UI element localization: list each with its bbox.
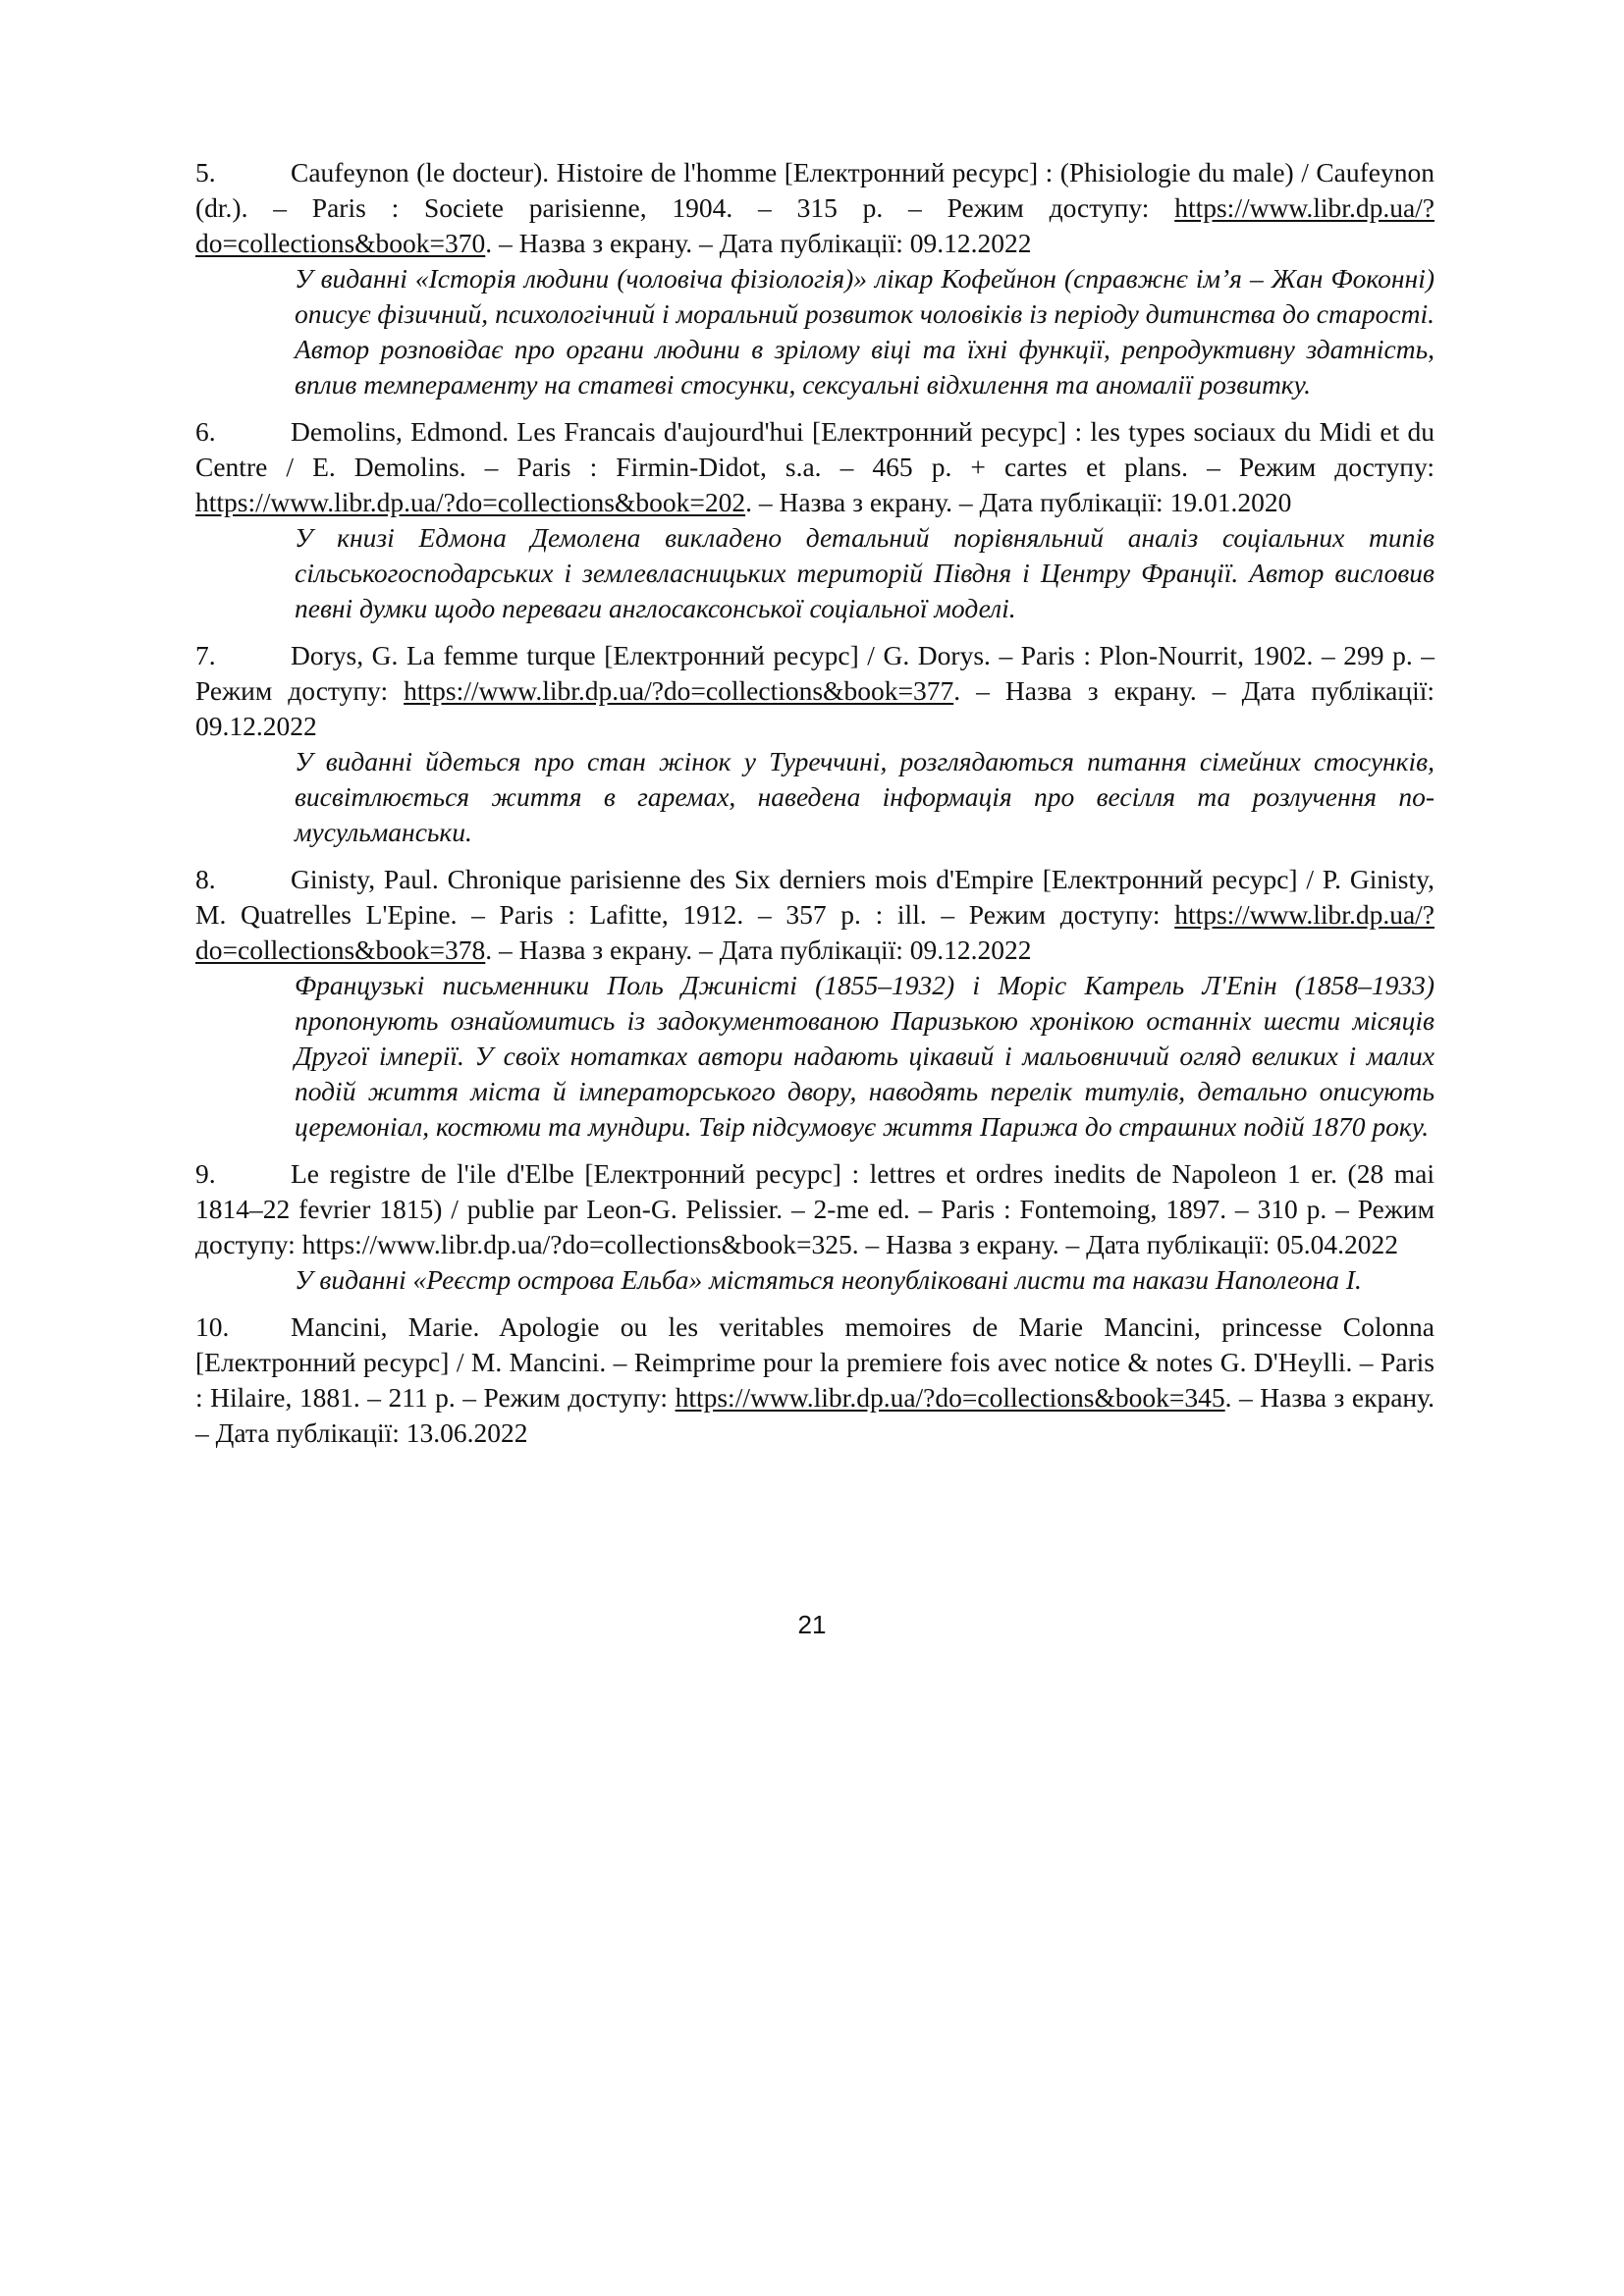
bibliographic-record — [195, 1309, 1435, 1451]
entry-number: 8. — [195, 864, 216, 894]
entry-number: 10. — [195, 1311, 230, 1342]
resource-link[interactable]: https://www.libr.dp.ua/?do=collections&book=345 — [675, 1382, 1225, 1413]
record-tail: . – Назва з екрану. – Дата публікації: 09.12.2022 — [195, 675, 1435, 741]
annotation: У книзі Едмона Демолена викладено детальний порівняльний аналіз соціальних типів сільськогосподарських і землевласницьких територій Півдня і Центру Франції. Автор висловив певні думки щодо переваги англосаксонської соціальної моделі. — [295, 522, 1435, 623]
bibliographic-record — [195, 1156, 1435, 1262]
resource-link[interactable]: https://www.libr.dp.ua/?do=collections&book=377 — [404, 675, 954, 706]
bibliography-entry — [195, 862, 1435, 1145]
resource-link[interactable]: https://www.libr.dp.ua/?do=collections&book=202 — [195, 487, 746, 517]
record-tail: . – Назва з екрану. – Дата публікації: 13.06.2022 — [195, 1382, 1435, 1448]
bibliography-entry — [195, 638, 1435, 850]
document-page — [195, 155, 1435, 1463]
record-tail: . – Назва з екрану. – Дата публікації: 19.01.2020 — [745, 487, 1292, 517]
record-text: Dorys, G. La femme turque [Електронний ресурс] / G. Dorys. – Paris : Plon-Nourrit, 1902. – 299 p. – Режим доступу: — [195, 640, 1435, 706]
annotation: У виданні «Історія людини (чоловіча фізіологія)» лікар Кофейнон (справжнє ім’я – Жан Фоконні) описує фізичний, психологічний і моральний розвиток чоловіків із періоду дитинства до старості. Автор розповідає про органи людини в зрілому віці та їхні функції, репродуктивну здатність, вплив темпераменту на статеві стосунки, сексуальні відхилення та аномалії розвитку. — [295, 263, 1435, 400]
bibliographic-record — [195, 414, 1435, 520]
record-text: Ginisty, Paul. Chronique parisienne des Six derniers mois d'Empire [Електронний ресурс] / P. Ginisty, M. Quatrelles L'Epine. – Paris : Lafitte, 1912. – 357 p. : ill. – Режим доступу: — [195, 864, 1435, 930]
bibliography-entry — [195, 155, 1435, 402]
record-text: Caufeynon (le docteur). Histoire de l'homme [Електронний ресурс] : (Phisiologie du male) / Caufeynon (dr.). – Paris : Societe parisienne, 1904. – 315 p. – Режим доступу: — [195, 157, 1435, 223]
bibliography-entry — [195, 414, 1435, 626]
record-text: Mancini, Marie. Apologie ou les veritables memoires de Marie Mancini, princesse Colonna [Електронний ресурс] / M. Mancini. – Reimprime pour la premiere fois avec notice & notes G. D'Heylli. – Paris : Hilaire, 1881. – 211 p. – Режим доступу: — [195, 1311, 1435, 1413]
entry-number: 6. — [195, 416, 216, 447]
bibliographic-record — [195, 155, 1435, 261]
entry-number: 7. — [195, 640, 216, 670]
record-text: Le registre de l'ile d'Elbe [Електронний ресурс] : lettres et ordres inedits de Napoleon 1 er. (28 mai 1814–22 fevrier 1815) / publie par Leon-G. Pelissier. – 2-me ed. – Paris : Fontemoing, 1897. – 310 p. – Режим доступу: https://www.libr.dp.ua/?do=collections&book=325. – Назва з екрану. – Дата публікації: 05.04.2022 — [195, 1158, 1435, 1259]
bibliography-entry — [195, 1309, 1435, 1451]
entry-number: 9. — [195, 1158, 216, 1189]
bibliographic-record — [195, 862, 1435, 968]
page-number: 21 — [797, 1610, 827, 1639]
bibliography-entry — [195, 1156, 1435, 1298]
record-text: Demolins, Edmond. Les Francais d'aujourd'hui [Електронний ресурс] : les types sociaux du Midi et du Centre / E. Demolins. – Paris : Firmin-Didot, s.a. – 465 p. + cartes et plans. – Режим доступу: — [195, 416, 1435, 482]
bibliographic-record — [195, 638, 1435, 744]
entry-number: 5. — [195, 157, 216, 187]
annotation: У виданні «Реєстр острова Ельба» містяться неопубліковані листи та накази Наполеона I. — [295, 1264, 1362, 1295]
resource-link[interactable]: https://www.libr.dp.ua/?do=collections&book=370 — [195, 192, 1435, 258]
record-tail: . – Назва з екрану. – Дата публікації: 09.12.2022 — [485, 934, 1032, 965]
annotation: Французькі письменники Поль Джиністі (1855–1932) і Моріс Катрель Л'Епін (1858–1933) пропонують ознайомитись із задокументованою Паризькою хронікою останніх шести місяців Другої імперії. У своїх нотатках автори надають цікавий і мальовничий огляд великих і малих подій життя міста й імператорського двору, наводять перелік титулів, детально описують церемоніал, костюми та мундири. Твір підсумовує життя Парижа до страшних подій 1870 року. — [295, 970, 1435, 1142]
resource-link[interactable]: https://www.libr.dp.ua/?do=collections&book=378 — [195, 899, 1435, 965]
annotation: У виданні йдеться про стан жінок у Туреччині, розглядаються питання сімейних стосунків, висвітлюється життя в гаремах, наведена інформація про весілля та розлучення по-мусульманськи. — [295, 746, 1435, 847]
record-tail: . – Назва з екрану. – Дата публікації: 09.12.2022 — [485, 228, 1032, 258]
